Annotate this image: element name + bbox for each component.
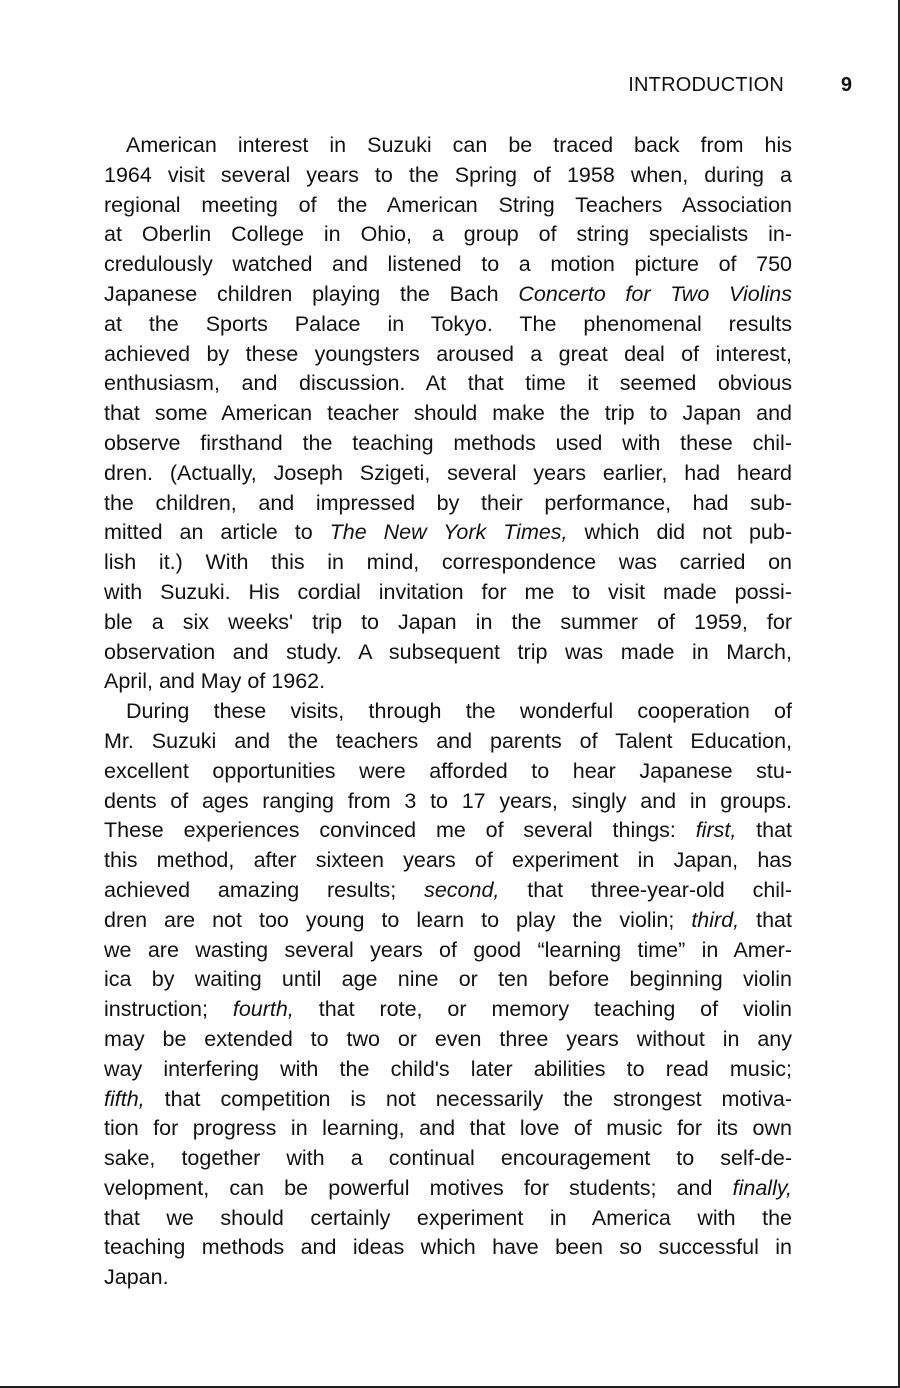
italic-text: second, (424, 877, 500, 902)
text-line (104, 369, 792, 399)
text-segment: this method, after sixteen years of experiment in Japan, has (104, 848, 792, 873)
paragraph (104, 131, 792, 697)
italic-text: first, (695, 818, 737, 843)
text-segment: tion for progress in learning, and that love of music for its own (104, 1116, 792, 1141)
text-line (104, 995, 792, 1025)
paragraph (104, 697, 792, 1293)
text-segment: lish it.) With this in mind, correspondence was carried on (104, 550, 792, 575)
text-segment: at Oberlin College in Ohio, a group of string specialists in- (104, 222, 792, 247)
text-segment: that some American teacher should make the trip to Japan and (104, 401, 792, 426)
text-line (104, 965, 792, 995)
text-segment: achieved amazing results; (104, 877, 425, 902)
text-line (104, 399, 792, 429)
text-segment: These experiences convinced me of several things: (104, 818, 696, 843)
text-segment: instruction; (104, 997, 233, 1022)
text-segment: that competition is not necessarily the strongest motiva- (144, 1086, 792, 1111)
text-segment: credulously watched and listened to a motion picture of 750 (104, 252, 792, 277)
text-line (104, 578, 792, 608)
text-segment: 1964 visit several years to the Spring of 1958 when, during a (104, 162, 792, 187)
text-line (104, 459, 792, 489)
italic-text: fifth, (104, 1086, 145, 1111)
text-line (104, 191, 792, 221)
italic-text: finally, (732, 1175, 792, 1200)
page-header (0, 70, 900, 100)
text-line (104, 697, 792, 727)
italic-text: fourth, (232, 997, 294, 1022)
text-segment: we are wasting several years of good “learning time” in Amer- (104, 937, 792, 962)
text-segment: observation and study. A subsequent trip was made in March, (104, 639, 792, 664)
text-segment: Mr. Suzuki and the teachers and parents of Talent Education, (104, 728, 792, 753)
text-line (104, 816, 792, 846)
text-line (104, 787, 792, 817)
text-segment: observe firsthand the teaching methods used with these chil- (104, 430, 792, 455)
text-segment: During these visits, through the wonderful cooperation of (126, 699, 792, 724)
text-line (104, 548, 792, 578)
text-segment: that three-year-old chil- (499, 877, 792, 902)
text-segment: excellent opportunities were afforded to hear Japanese stu- (104, 758, 792, 783)
text-segment: enthusiasm, and discussion. At that time it seemed obvious (104, 371, 792, 396)
text-line (104, 340, 792, 370)
text-line (104, 667, 792, 697)
text-line (104, 220, 792, 250)
italic-text: third, (691, 907, 740, 932)
text-segment: that (739, 907, 792, 932)
text-line (104, 161, 792, 191)
text-line (104, 1144, 792, 1174)
text-line (104, 608, 792, 638)
text-line (104, 638, 792, 668)
text-line (104, 250, 792, 280)
text-segment: Japan. (104, 1265, 169, 1290)
text-segment: ble a six weeks' trip to Japan in the summer of 1959, for (104, 609, 792, 634)
text-segment: dren are not too young to learn to play the violin; (104, 907, 692, 932)
text-segment: regional meeting of the American String Teachers Association (104, 192, 792, 217)
text-segment: dren. (Actually, Joseph Szigeti, several years earlier, had heard (104, 460, 792, 485)
text-line (104, 489, 792, 519)
text-segment: dents of ages ranging from 3 to 17 years, singly and in groups. (104, 788, 792, 813)
text-line (104, 310, 792, 340)
text-line (104, 1114, 792, 1144)
text-segment: that (736, 818, 792, 843)
body-text (104, 131, 792, 1293)
text-line (104, 1204, 792, 1234)
italic-text: Concerto for Two Violins (518, 281, 793, 306)
page-number: 9 (840, 74, 852, 96)
text-line (104, 1233, 792, 1263)
text-segment: may be extended to two or even three years without in any (104, 1026, 792, 1051)
italic-text: The New York Times, (329, 520, 568, 545)
text-segment: at the Sports Palace in Tokyo. The phenomenal results (104, 311, 792, 336)
text-segment: Japanese children playing the Bach (104, 281, 519, 306)
text-line (104, 518, 792, 548)
text-line (104, 936, 792, 966)
text-line (104, 131, 792, 161)
text-segment: the children, and impressed by their performance, had sub- (104, 490, 792, 515)
text-line (104, 280, 792, 310)
text-segment: mitted an article to (104, 520, 330, 545)
text-line (104, 757, 792, 787)
text-line (104, 846, 792, 876)
text-segment: achieved by these youngsters aroused a great deal of interest, (104, 341, 792, 366)
text-segment: American interest in Suzuki can be traced back from his (126, 133, 792, 157)
text-segment: sake, together with a continual encouragement to self-de- (104, 1146, 792, 1171)
text-line (104, 1085, 792, 1115)
text-line (104, 906, 792, 936)
text-segment: teaching methods and ideas which have been so successful in (104, 1235, 792, 1260)
text-line (104, 1025, 792, 1055)
text-segment: April, and May of 1962. (104, 669, 326, 694)
text-segment: which did not pub- (567, 520, 793, 545)
text-line (104, 876, 792, 906)
text-segment: with Suzuki. His cordial invitation for me to visit made possi- (104, 579, 792, 604)
text-segment: way interfering with the child's later abilities to read music; (104, 1056, 792, 1081)
text-line (104, 1174, 792, 1204)
text-line (104, 1055, 792, 1085)
text-segment: ica by waiting until age nine or ten before beginning violin (104, 967, 792, 992)
text-segment: velopment, can be powerful motives for students; and (104, 1175, 733, 1200)
text-line (104, 1263, 792, 1293)
text-line (104, 429, 792, 459)
running-head: INTRODUCTION (628, 74, 784, 96)
text-segment: that we should certainly experiment in America with the (104, 1205, 792, 1230)
text-segment: that rote, or memory teaching of violin (293, 997, 793, 1022)
text-line (104, 727, 792, 757)
